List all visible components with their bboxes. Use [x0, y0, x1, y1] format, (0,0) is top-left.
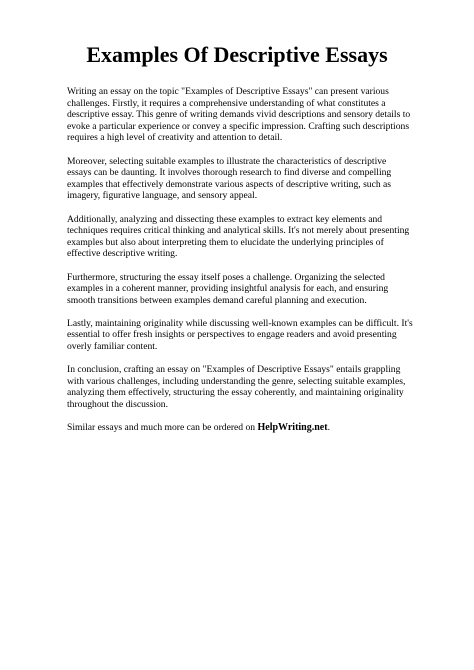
paragraph-analysis: Additionally, analyzing and dissecting these examples to extract key elements and techniques requires critical thinking and analytical skills. It's not merely about presenting examples but also about interpreting them to elucidate the underlying principles of effective descriptive writing. — [67, 213, 410, 260]
paragraph-intro: Writing an essay on the topic "Examples of Descriptive Essays" can present various challenges. Firstly, it requires a comprehensive understanding of what constitutes a descriptive essay. This genre of writing demands vivid descriptions and sensory details to evoke a particular experience or convey a specific impression. Crafting such descriptions requires a high level of creativity and attention to detail. — [67, 86, 411, 144]
closing-line — [67, 422, 413, 434]
brand-name: HelpWriting.net — [257, 422, 328, 434]
closing-suffix: . — [327, 422, 330, 434]
document-title: Examples Of Descriptive Essays — [86, 42, 388, 67]
paragraph-conclusion: In conclusion, crafting an essay on "Examples of Descriptive Essays" entails grappling with various challenges, including understanding the genre, selecting suitable examples, analyzing them effectively, structuring the essay coherently, and maintaining originality throughout the discussion. — [67, 364, 406, 411]
closing-prefix: Similar essays and much more can be ordered on — [67, 422, 258, 434]
paragraph-structure: Furthermore, structuring the essay itself poses a challenge. Organizing the selected examples in a coherent manner, providing insightful analysis for each, and ensuring smooth transitions between examples demand careful planning and execution. — [67, 271, 389, 306]
paragraph-examples: Moreover, selecting suitable examples to illustrate the characteristics of descriptive essays can be daunting. It involves thorough research to find diverse and compelling examples that effectively demonstrate various aspects of descriptive writing, such as imagery, figurative language, and sensory appeal. — [67, 155, 392, 202]
document-body — [67, 86, 413, 445]
paragraph-originality: Lastly, maintaining originality while discussing well-known examples can be difficult. It's essential to offer fresh insights or perspectives to engage readers and avoid presenting overly familiar content. — [67, 317, 413, 353]
